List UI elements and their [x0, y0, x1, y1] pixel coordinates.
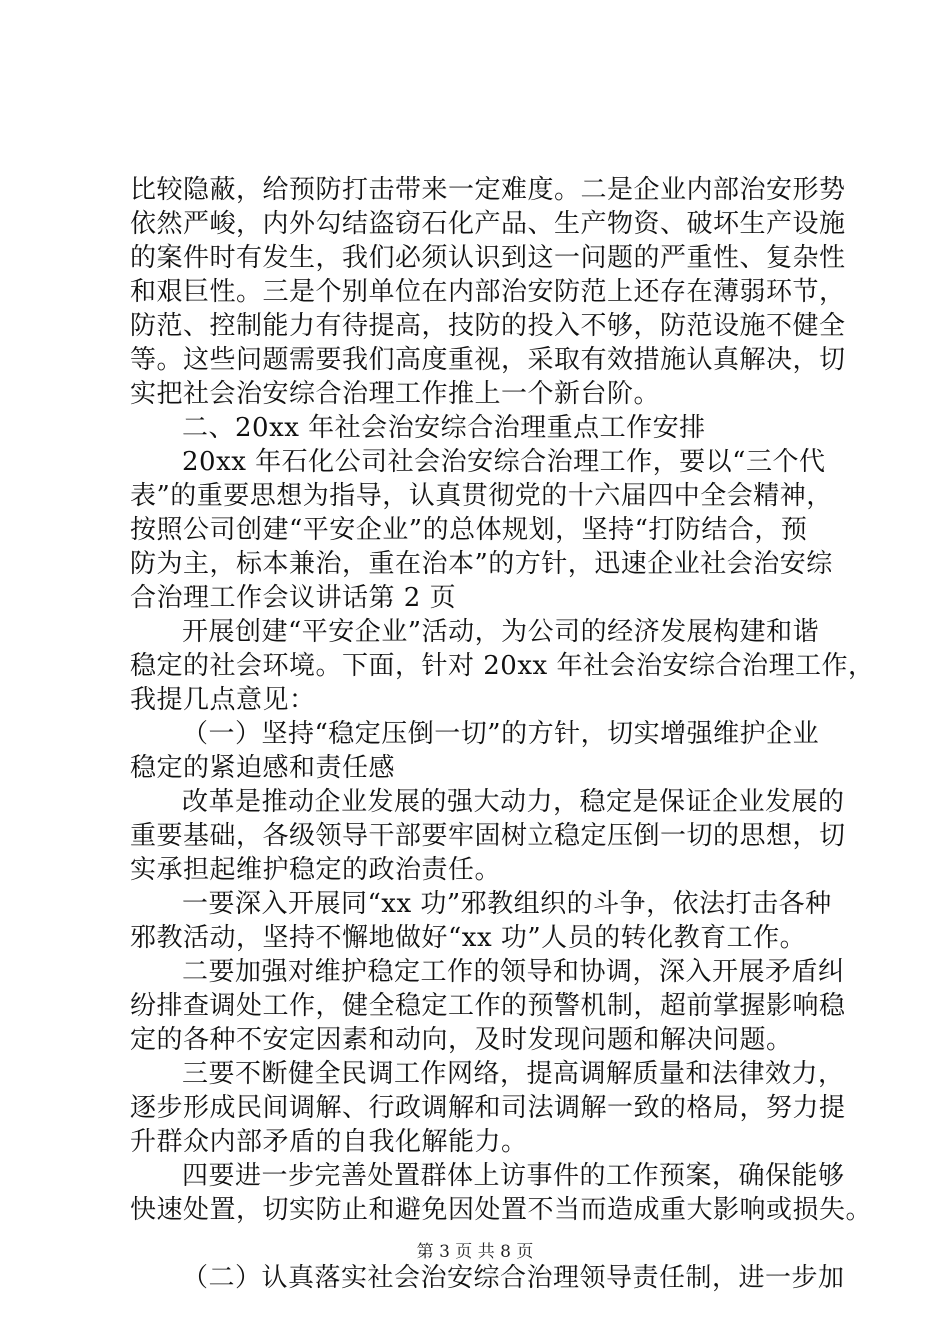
text-line: 三要不断健全民调工作网络，提高调解质量和法律效力， — [182, 1059, 845, 1089]
subsection-heading: （二）认真落实社会治安综合治理领导责任制，进一步加 — [182, 1263, 845, 1293]
text-line: 逐步形成民间调解、行政调解和司法调解一致的格局，努力提 — [130, 1093, 846, 1123]
text-line: 开展创建“平安企业”活动，为公司的经济发展构建和谐 — [182, 617, 820, 647]
text-line: 实承担起维护稳定的政治责任。 — [130, 855, 502, 885]
text-line: 四要进一步完善处置群体上访事件的工作预案，确保能够 — [182, 1161, 845, 1191]
text-line: 20xx 年石化公司社会治安综合治理工作，要以“三个代 — [182, 447, 826, 477]
text-line: 表”的重要思想为指导，认真贯彻党的十六届四中全会精神， — [130, 481, 833, 511]
text-line: 改革是推动企业发展的强大动力，稳定是保证企业发展的 — [182, 787, 845, 817]
text-line: 我提几点意见： — [130, 685, 316, 715]
text-line: 合治理工作会议讲话第 2 页 — [130, 583, 457, 613]
text-line: 邪教活动，坚持不懈地做好“xx 功”人员的转化教育工作。 — [130, 923, 807, 953]
subsection-heading: （一）坚持“稳定压倒一切”的方针，切实增强维护企业 — [182, 719, 820, 749]
text-line: 一要深入开展同“xx 功”邪教组织的斗争，依法打击各种 — [182, 889, 832, 919]
text-line: 二要加强对维护稳定工作的领导和协调，深入开展矛盾纠 — [182, 957, 845, 987]
text-line: 按照公司创建“平安企业”的总体规划，坚持“打防结合，预 — [130, 515, 808, 545]
text-line: 快速处置，切实防止和避免因处置不当而造成重大影响或损失。 — [130, 1195, 873, 1225]
text-line: 纷排查调处工作，健全稳定工作的预警机制，超前掌握影响稳 — [130, 991, 846, 1021]
text-line: 定的各种不安定因素和动向，及时发现问题和解决问题。 — [130, 1025, 793, 1055]
text-line: 比较隐蔽，给预防打击带来一定难度。二是企业内部治安形势 — [130, 175, 846, 205]
section-heading: 二、20xx 年社会治安综合治理重点工作安排 — [182, 413, 706, 443]
text-line: 防为主，标本兼治，重在治本”的方针，迅速企业社会治安综 — [130, 549, 833, 579]
text-line: 重要基础，各级领导干部要牢固树立稳定压倒一切的思想，切 — [130, 821, 846, 851]
text-line: 稳定的社会环境。下面，针对 20xx 年社会治安综合治理工作， — [130, 651, 875, 681]
text-line: 升群众内部矛盾的自我化解能力。 — [130, 1127, 528, 1157]
text-line: 的案件时有发生，我们必须认识到这一问题的严重性、复杂性 — [130, 243, 846, 273]
text-line: 等。这些问题需要我们高度重视，采取有效措施认真解决，切 — [130, 345, 846, 375]
text-line: 防范、控制能力有待提高，技防的投入不够，防范设施不健全 — [130, 311, 846, 341]
text-line: 和艰巨性。三是个别单位在内部治安防范上还存在薄弱环节， — [130, 277, 846, 307]
page-footer: 第 3 页 共 8 页 — [416, 1242, 534, 1262]
text-line: 实把社会治安综合治理工作推上一个新台阶。 — [130, 379, 661, 409]
subsection-heading: 稳定的紧迫感和责任感 — [130, 753, 396, 783]
text-line: 依然严峻，内外勾结盗窃石化产品、生产物资、破坏生产设施 — [130, 209, 846, 239]
document-body — [130, 173, 875, 1295]
